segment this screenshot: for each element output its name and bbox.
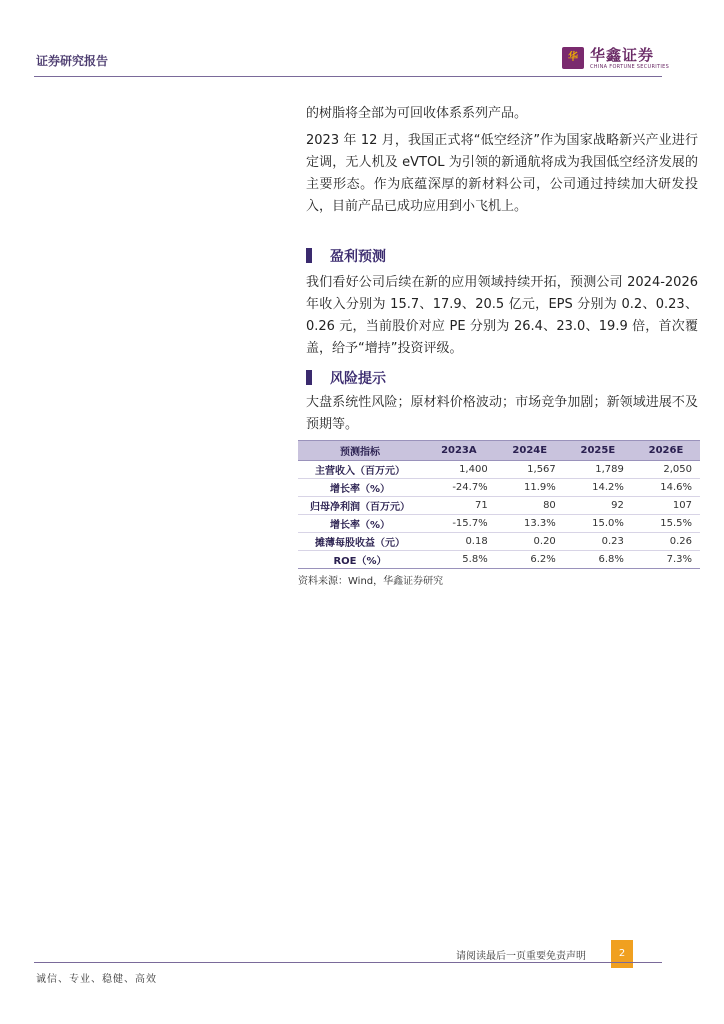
- logo-chinese-name: 华鑫证券: [590, 46, 655, 64]
- table-header-cell: 2026E: [632, 441, 700, 461]
- table-cell: 5.8%: [422, 551, 496, 569]
- page-number: 2: [611, 940, 633, 968]
- section-title-text: 盈利预测: [330, 249, 386, 265]
- table-cell: 0.18: [422, 533, 496, 551]
- table-cell: 92: [564, 497, 632, 515]
- table-header-cell: 2024E: [496, 441, 564, 461]
- row-label: 摊薄每股收益（元）: [298, 533, 422, 551]
- table-source-note: 资料来源：Wind，华鑫证券研究: [298, 576, 444, 587]
- table-header-cell: 2025E: [564, 441, 632, 461]
- row-label: ROE（%）: [298, 551, 422, 569]
- section-bar-icon: [306, 370, 312, 385]
- table-cell: 71: [422, 497, 496, 515]
- table-header-cell: 2023A: [422, 441, 496, 461]
- table-cell: 1,789: [564, 461, 632, 479]
- company-logo: [562, 44, 672, 74]
- table-row: [298, 497, 700, 515]
- logo-mark-icon: 华: [562, 47, 584, 69]
- table-row: [298, 551, 700, 569]
- table-row: [298, 461, 700, 479]
- table-cell: 1,567: [496, 461, 564, 479]
- table-cell: -15.7%: [422, 515, 496, 533]
- row-label: 增长率（%）: [298, 479, 422, 497]
- logo-english-name: CHINA FORTUNE SECURITIES: [590, 64, 670, 70]
- forecast-table: [298, 440, 700, 569]
- table-cell: 14.6%: [632, 479, 700, 497]
- table-cell: 6.2%: [496, 551, 564, 569]
- paragraph-3: 我们看好公司后续在新的应用领域持续开拓，预测公司 2024-2026 年收入分别为 15.7、17.9、20.5 亿元，EPS 分别为 0.2、0.23、0.26 元，当前股价对应 PE 分别为 26.4、23.0、19.9 倍，首次覆盖，给予“增持”投资评级。: [306, 275, 698, 356]
- table-header-row: [298, 441, 700, 461]
- table-cell: 80: [496, 497, 564, 515]
- paragraph-2: 2023 年 12 月，我国正式将“低空经济”作为国家战略新兴产业进行定调，无人机及 eVTOL 为引领的新通航将成为我国低空经济发展的主要形态。作为底蕴深厚的新材料公司，公司通过持续加大研发投入，目前产品已成功应用到小飞机上。: [306, 133, 698, 214]
- table-row: [298, 515, 700, 533]
- section-bar-icon: [306, 248, 312, 263]
- paragraph-4: 大盘系统性风险；原材料价格波动；市场竞争加剧；新领域进展不及预期等。: [306, 395, 698, 432]
- table-cell: 0.23: [564, 533, 632, 551]
- table-cell: 7.3%: [632, 551, 700, 569]
- disclaimer-note: 请阅读最后一页重要免责声明: [456, 951, 586, 962]
- paragraph-1: 的树脂将全部为可回收体系系列产品。: [306, 106, 528, 121]
- table-header-cell: 预测指标: [298, 441, 422, 461]
- table-cell: 14.2%: [564, 479, 632, 497]
- table-cell: 0.26: [632, 533, 700, 551]
- section-title-risk: [306, 368, 386, 388]
- table-cell: 15.0%: [564, 515, 632, 533]
- table-row: [298, 533, 700, 551]
- table-cell: -24.7%: [422, 479, 496, 497]
- table-cell: 0.20: [496, 533, 564, 551]
- row-label: 归母净利润（百万元）: [298, 497, 422, 515]
- table-cell: 13.3%: [496, 515, 564, 533]
- table-cell: 11.9%: [496, 479, 564, 497]
- header-divider: [34, 76, 662, 77]
- section-title-profit-forecast: [306, 246, 386, 266]
- section-title-text: 风险提示: [330, 371, 386, 387]
- footer-divider: [34, 962, 662, 963]
- table-cell: 107: [632, 497, 700, 515]
- table-row: [298, 479, 700, 497]
- table-cell: 6.8%: [564, 551, 632, 569]
- table-cell: 1,400: [422, 461, 496, 479]
- company-motto: 诚信、专业、稳健、高效: [36, 974, 157, 985]
- row-label: 主营收入（百万元）: [298, 461, 422, 479]
- table-cell: 2,050: [632, 461, 700, 479]
- table-cell: 15.5%: [632, 515, 700, 533]
- row-label: 增长率（%）: [298, 515, 422, 533]
- report-type-label: 证券研究报告: [36, 54, 109, 68]
